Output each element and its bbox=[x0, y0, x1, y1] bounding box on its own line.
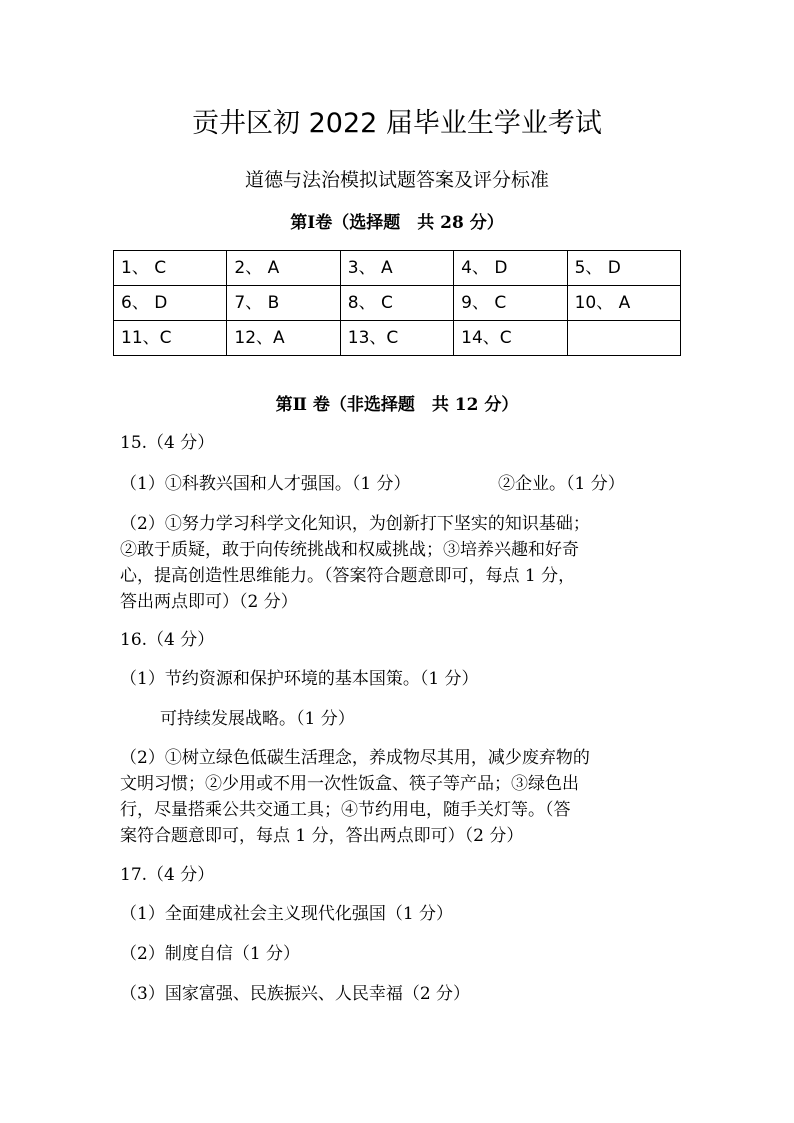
section2-heading: 第Ⅱ 卷（非选择题 共 12 分） bbox=[275, 395, 519, 415]
answer-cell: 1、 C bbox=[114, 251, 227, 286]
q17-part1: （1）全面建成社会主义现代化强国（1 分） bbox=[120, 904, 454, 924]
q15-heading: 15.（4 分） bbox=[120, 433, 215, 453]
q16-heading: 16.（4 分） bbox=[120, 630, 215, 650]
answer-cell: 12、A bbox=[227, 321, 340, 356]
answer-cell: 11、C bbox=[114, 321, 227, 356]
answer-cell: 9、 C bbox=[454, 286, 567, 321]
answer-cell bbox=[567, 321, 680, 356]
answer-cell: 14、C bbox=[454, 321, 567, 356]
q15-part2-line1: （2）①努力学习科学文化知识，为创新打下坚实的知识基础； bbox=[120, 514, 590, 534]
answer-cell: 13、C bbox=[340, 321, 453, 356]
table-row bbox=[114, 321, 681, 356]
document-subtitle: 道德与法治模拟试题答案及评分标准 bbox=[244, 169, 549, 191]
q17-heading: 17.（4 分） bbox=[120, 865, 215, 885]
table-row bbox=[114, 286, 681, 321]
q15-part2-line4: 答出两点即可）（2 分） bbox=[120, 592, 298, 612]
q15-part2-line2: ②敢于质疑，敢于向传统挑战和权威挑战；③培养兴趣和好奇 bbox=[120, 540, 579, 560]
answer-cell: 10、 A bbox=[567, 286, 680, 321]
answer-cell: 3、 A bbox=[340, 251, 453, 286]
table-row bbox=[114, 251, 681, 286]
answer-cell: 7、 B bbox=[227, 286, 340, 321]
q17-part2: （2）制度自信（1 分） bbox=[120, 944, 301, 964]
q16-part2-line1: （2）①树立绿色低碳生活理念，养成物尽其用，减少废弃物的 bbox=[120, 748, 590, 768]
q16-part2-line4: 案符合题意即可，每点 1 分，答出两点即可）（2 分） bbox=[120, 826, 524, 846]
q16-part1-b: 可持续发展战略。（1 分） bbox=[160, 709, 355, 729]
answer-cell: 4、 D bbox=[454, 251, 567, 286]
q15-part2-line3: 心，提高创造性思维能力。（答案符合题意即可，每点 1 分， bbox=[120, 566, 576, 586]
answer-table bbox=[113, 250, 681, 356]
q15-part1-a: （1）①科教兴国和人才强国。（1 分） bbox=[120, 474, 411, 494]
answer-cell: 8、 C bbox=[340, 286, 453, 321]
section1-heading: 第Ⅰ卷（选择题 共 28 分） bbox=[290, 213, 504, 233]
answer-cell: 5、 D bbox=[567, 251, 680, 286]
document-title: 贡井区初 2022 届毕业生学业考试 bbox=[192, 108, 602, 139]
q16-part1: （1）节约资源和保护环境的基本国策。（1 分） bbox=[120, 669, 479, 689]
answer-cell: 6、 D bbox=[114, 286, 227, 321]
q16-part2-line2: 文明习惯；②少用或不用一次性饭盒、筷子等产品；③绿色出 bbox=[120, 774, 579, 794]
q15-part1-b: ②企业。（1 分） bbox=[498, 474, 625, 494]
q17-part3: （3）国家富强、民族振兴、人民幸福（2 分） bbox=[120, 984, 471, 1004]
q16-part2-line3: 行，尽量搭乘公共交通工具；④节约用电，随手关灯等。（答 bbox=[120, 800, 571, 820]
answer-cell: 2、 A bbox=[227, 251, 340, 286]
